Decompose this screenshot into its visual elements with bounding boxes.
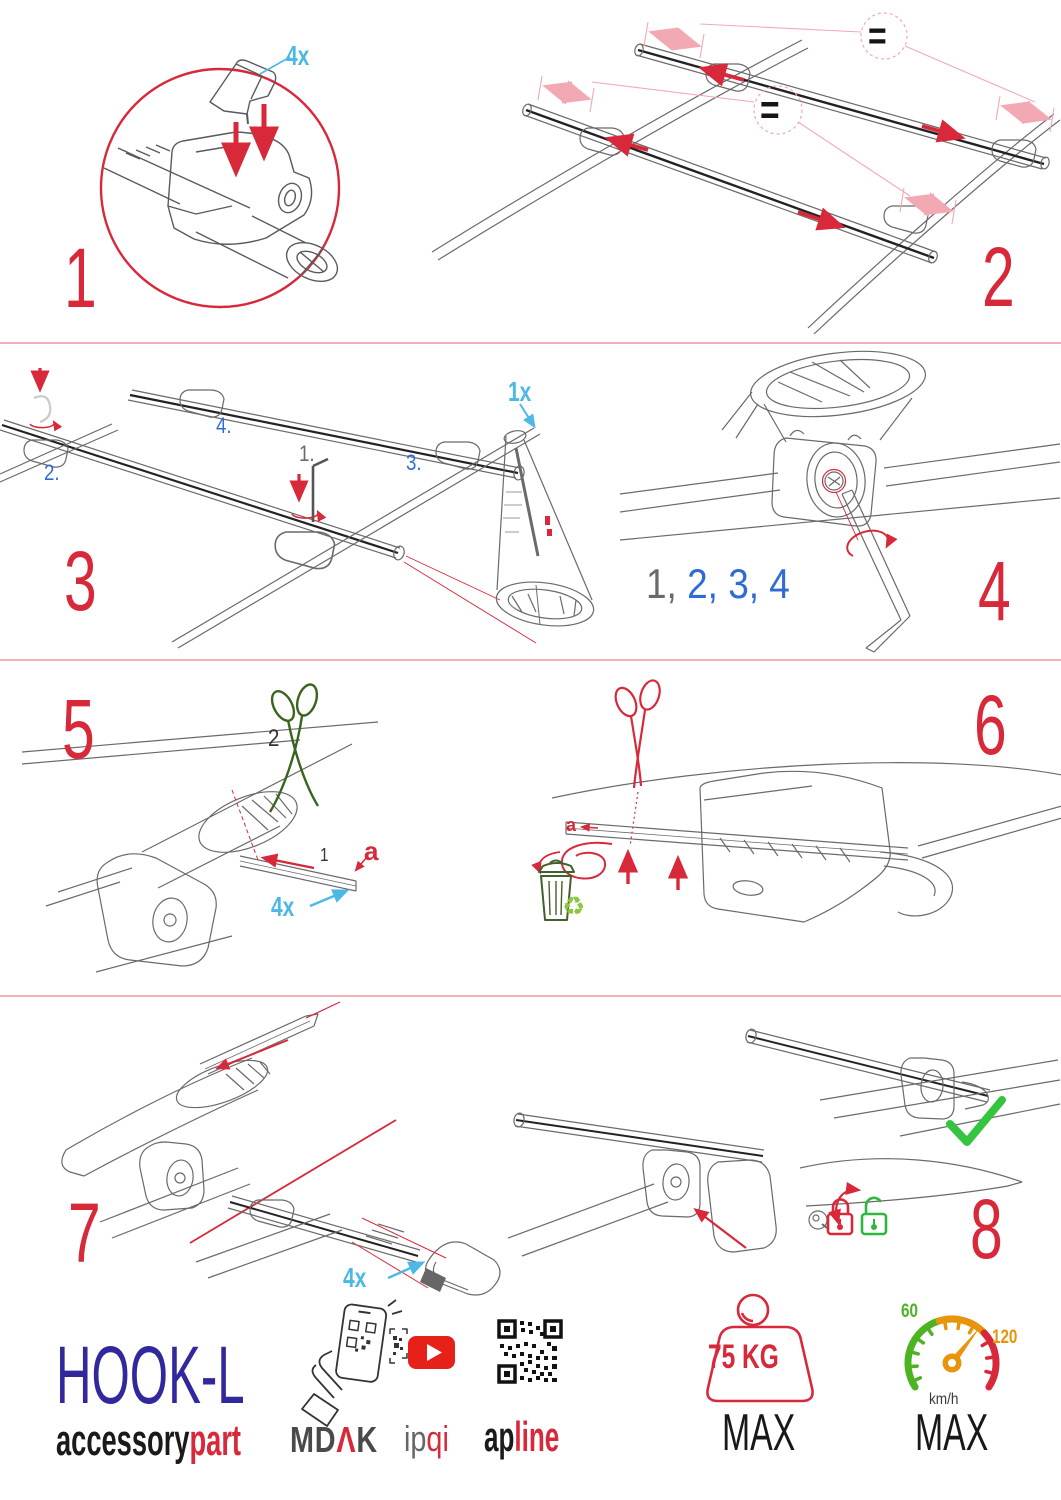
step-number-7: 7	[68, 1186, 101, 1280]
brand-black: accessory	[56, 1416, 190, 1465]
step3-qty-label: 1x	[508, 376, 532, 407]
step-number-5: 5	[62, 682, 95, 776]
step-number-1: 1	[64, 231, 97, 325]
allen-key-icon	[313, 459, 328, 522]
scissors-icon	[612, 678, 664, 788]
brand-red: part	[189, 1416, 242, 1465]
unlocked-padlock-icon	[862, 1198, 886, 1234]
product-logo: HOOK-L	[56, 1330, 245, 1421]
step3-label-4: 4.	[216, 413, 232, 438]
equal-sign-top: =	[868, 14, 887, 58]
slide-arrows-icon	[610, 69, 960, 226]
step7-qty-label: 4x	[343, 1262, 367, 1293]
step5-qty-label: 4x	[271, 891, 295, 922]
step3-label-2: 2.	[44, 460, 60, 485]
apline-red: line	[514, 1413, 560, 1460]
step1-clamp-detail	[101, 57, 344, 307]
discarded-strip	[562, 843, 612, 879]
brand-logo	[56, 1416, 242, 1465]
speed-low-label: 60	[901, 1301, 918, 1322]
youtube-icon	[408, 1336, 455, 1369]
qr-code	[499, 1321, 561, 1382]
speed-limit-icon	[908, 1319, 996, 1387]
step3-label-3: 3.	[406, 450, 422, 475]
step-number-3: 3	[64, 534, 97, 628]
weight-max-label: MAX	[722, 1404, 796, 1462]
rubber-strip	[240, 856, 356, 891]
mdak-post: K	[356, 1419, 379, 1460]
step-number-4: 4	[978, 544, 1011, 638]
ipqi-logo	[404, 1418, 449, 1459]
sequence-rest: 2, 3, 4	[676, 560, 790, 607]
sequence-first: 1,	[646, 560, 677, 607]
mdak-logo	[290, 1419, 379, 1460]
mdak-caret: Λ	[336, 1419, 357, 1460]
apline-black: ap	[484, 1413, 515, 1460]
insert-arrows-icon	[236, 104, 264, 170]
apline-logo	[484, 1413, 560, 1460]
qty-arrow	[388, 1263, 422, 1278]
ipqi-gray: ip	[404, 1418, 427, 1459]
magnifier-circle	[101, 69, 339, 307]
spacing-arrows-icon	[548, 33, 1046, 210]
end-cap	[420, 1242, 500, 1295]
qty-arrow	[310, 891, 346, 906]
speed-high-label: 120	[992, 1327, 1018, 1348]
step7-slide-strip	[62, 1002, 500, 1295]
speed-unit-label: km/h	[929, 1391, 959, 1408]
phone-scan-icon	[302, 1300, 407, 1426]
weight-value: 75 KG	[708, 1338, 779, 1376]
step4-sequence	[646, 560, 790, 607]
step1-qty-label: 4x	[286, 40, 310, 71]
step3-label-1: 1.	[299, 441, 315, 466]
step5-label-a: a	[364, 836, 379, 866]
speed-max-label: MAX	[915, 1404, 989, 1462]
allen-key-icon	[842, 490, 910, 652]
section-divider-1	[0, 342, 1061, 344]
bar-end-tube	[494, 429, 597, 632]
step5-label-2: 2	[268, 725, 280, 752]
recycle-icon: ♻	[562, 891, 586, 921]
equal-sign-mid: =	[760, 86, 780, 133]
step-number-6: 6	[974, 678, 1007, 772]
section-divider-3	[0, 995, 1061, 997]
step5-label-1: 1	[320, 845, 329, 865]
ipqi-red: qi	[426, 1418, 449, 1459]
section-divider-2	[0, 659, 1061, 661]
step-number-8: 8	[970, 1182, 1003, 1276]
qty-arrow	[520, 404, 534, 426]
rotate-arrow	[847, 531, 888, 556]
step6-label-a: a	[566, 815, 577, 835]
step-number-2: 2	[982, 230, 1015, 324]
mdak-pre: MD	[290, 1419, 337, 1460]
step2-spacing-diagram	[432, 13, 1060, 334]
